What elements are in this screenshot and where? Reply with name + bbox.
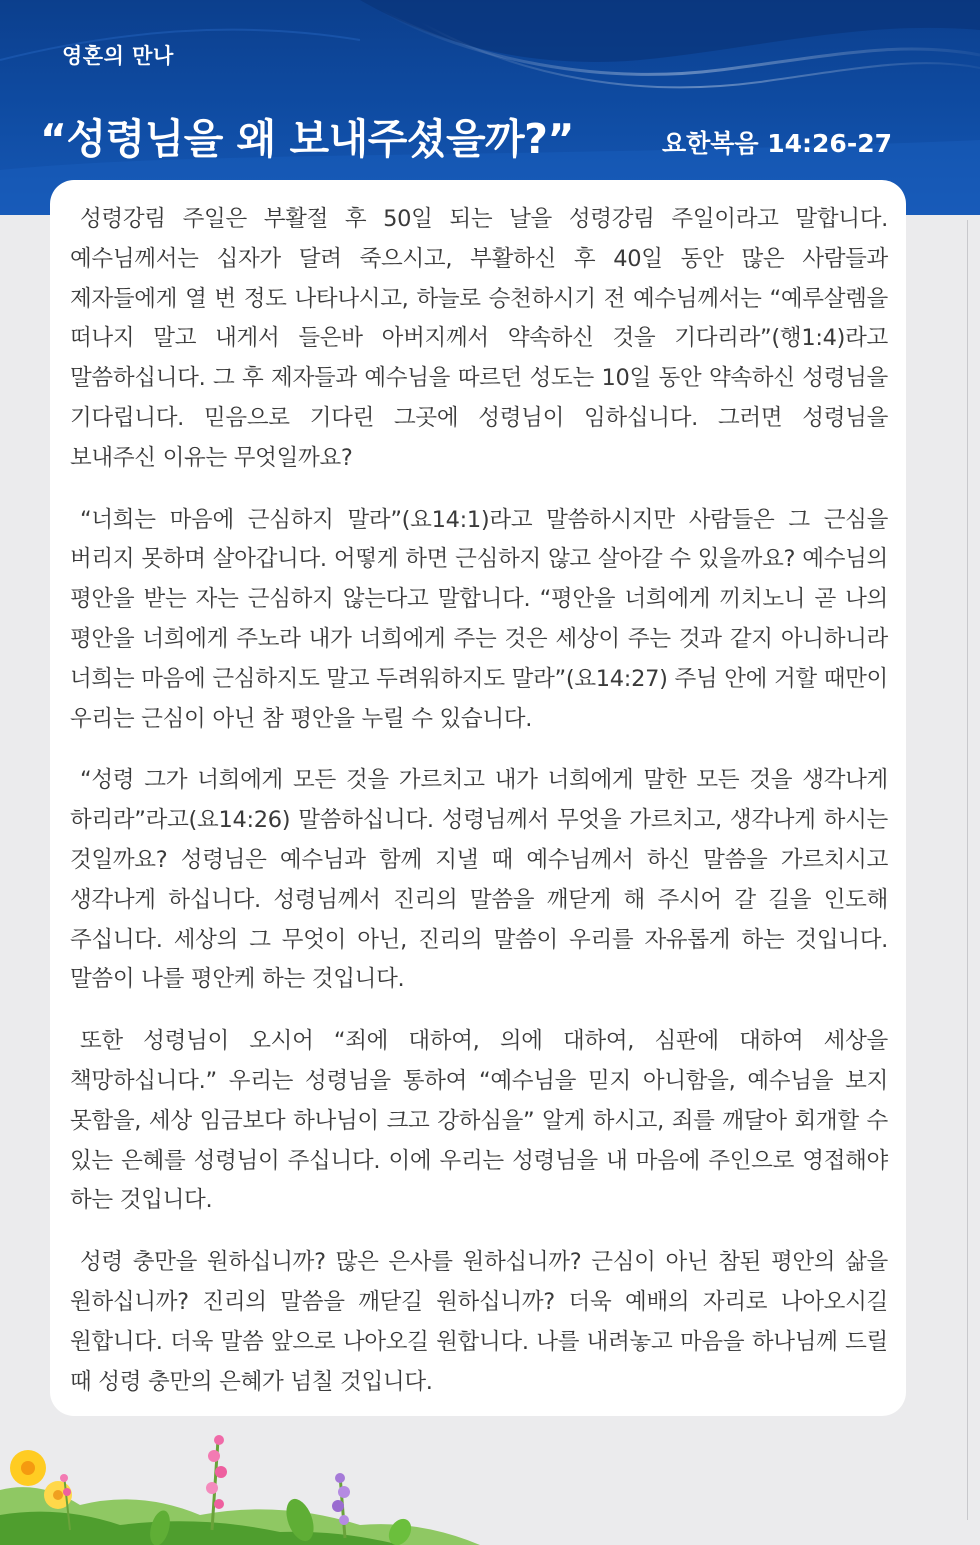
flower-illustration <box>0 1420 980 1545</box>
article-card <box>50 180 906 1416</box>
article-paragraph-4: 또한 성령님이 오시어 “죄에 대하여, 의에 대하여, 심판에 대하여 세상을 책망하십니다.” 우리는 성령님을 통하여 “예수님을 믿지 아니함을, 예수님을 보지 못함을, 세상 임금보다 하나님이 크고 강하심을” 알게 하시고, 죄를 깨달아 회개할 수 있는 은혜를 성령님이 주십니다. 이에 우리는 성령님을 내 마음에 주인으로 영접해야 하는 것입니다. <box>70 1028 888 1214</box>
article-paragraph-1: 성령강림 주일은 부활절 후 50일 되는 날을 성령강림 주일이라고 말합니다. 예수님께서는 십자가 달려 죽으시고, 부활하신 후 40일 동안 많은 사람들과 제자들에게 열 번 정도 나타나시고, 하늘로 승천하시기 전 예수님께서는 “예루살렘을 떠나지 말고 내게서 들은바 아버지께서 약속하신 것을 기다리라”(행1:4)라고 말씀하십니다. 그 후 제자들과 예수님을 따르던 성도는 10일 동안 약속하신 성령님을 기다립니다. 믿음으로 기다린 그곳에 성령님이 임하십니다. 그러면 성령님을 보내주신 이유는 무엇일까요? <box>70 206 888 471</box>
page-title: “성령님을 왜 보내주셨을까?” <box>40 115 574 163</box>
scripture-reference: 요한복음 14:26-27 <box>661 129 892 158</box>
page-edge-line <box>967 220 968 1520</box>
article-paragraph-5: 성령 충만을 원하십니까? 많은 은사를 원하십니까? 근심이 아닌 참된 평안의 삶을 원하십니까? 진리의 말씀을 깨닫길 원하십니까? 더욱 예배의 자리로 나아오시길 원합니다. 더욱 말씀 앞으로 나아오길 원합니다. 나를 내려놓고 마음을 하나님께 드릴 때 성령 충만의 은혜가 넘칠 것입니다. <box>70 1249 888 1395</box>
article-paragraph-3: “성령 그가 너희에게 모든 것을 가르치고 내가 너희에게 말한 모든 것을 생각나게 하리라”라고(요14:26) 말씀하십니다. 성령님께서 무엇을 가르치고, 생각나게 하시는 것일까요? 성령님은 예수님과 함께 지낼 때 예수님께서 하신 말씀을 가르치시고 생각나게 하십니다. 성령님께서 진리의 말씀을 깨닫게 해 주시어 갈 길을 인도해 주십니다. 세상의 그 무엇이 아닌, 진리의 말씀이 우리를 자유롭게 하는 것입니다. 말씀이 나를 평안케 하는 것입니다. <box>70 767 888 993</box>
section-label: 영혼의 만나 <box>62 44 174 68</box>
article-paragraph-2: “너희는 마음에 근심하지 말라”(요14:1)라고 말씀하시지만 사람들은 그 근심을 버리지 못하며 살아갑니다. 어떻게 하면 근심하지 않고 살아갈 수 있을까요? 예수님의 평안을 받는 자는 근심하지 않는다고 말합니다. “평안을 너희에게 끼치노니 곧 나의 평안을 너희에게 주노라 내가 너희에게 주는 것은 세상이 주는 것과 같지 아니하니라 너희는 마음에 근심하지도 말고 두려워하지도 말라”(요14:27) 주님 안에 거할 때만이 우리는 근심이 아닌 참 평안을 누릴 수 있습니다. <box>70 506 888 732</box>
